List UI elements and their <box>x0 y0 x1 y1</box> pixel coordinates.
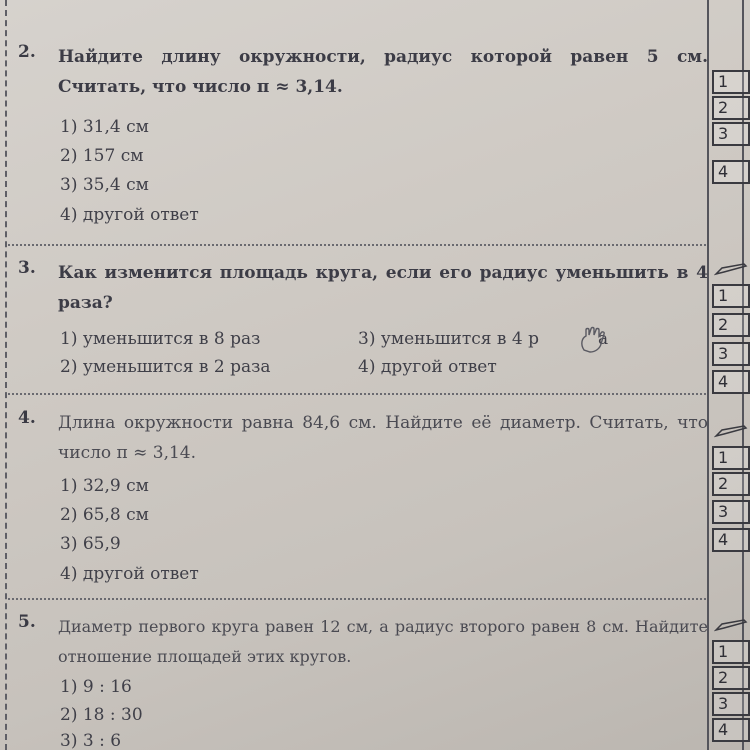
question-5 <box>18 608 708 750</box>
answer-box-2[interactable]: 2 <box>712 96 750 120</box>
question-4 <box>18 404 708 594</box>
answer-option: 4) другой ответ <box>60 564 199 584</box>
answer-option-fragment: а <box>598 329 609 349</box>
answer-box-2[interactable]: 2 <box>712 313 750 337</box>
answer-option: 3) 35,4 см <box>60 175 149 195</box>
question-number: 4. <box>18 408 36 428</box>
answer-option: 2) 65,8 см <box>60 505 149 525</box>
dashed-cut-line <box>5 0 7 750</box>
question-text: Как изменится площадь круга, если его радиус уменьшить в 4 раза? <box>58 263 708 313</box>
question-text: Длина окружности равна 84,6 см. Найдите её диаметр. Считать, что число π ≈ 3,14. <box>58 413 708 463</box>
answer-box-3[interactable]: 3 <box>712 692 750 716</box>
question-text: Найдите длину окружности, радиус которой равен 5 см. Считать, что число π ≈ 3,14. <box>58 47 708 97</box>
answer-box-1[interactable]: 1 <box>712 640 750 664</box>
question-2 <box>18 40 708 240</box>
question-3 <box>18 256 708 386</box>
section-divider <box>8 244 706 246</box>
answer-box-4[interactable]: 4 <box>712 160 750 184</box>
answer-option: 3) 65,9 <box>60 534 121 554</box>
answer-box-2[interactable]: 2 <box>712 666 750 690</box>
answer-option: 1) 32,9 см <box>60 476 149 496</box>
question-text: Диаметр первого круга равен 12 см, а радиус второго равен 8 см. Найдите отношение площадей этих кругов. <box>58 617 708 666</box>
answer-option: 1) уменьшится в 8 раз <box>60 329 261 349</box>
answer-box-1[interactable]: 1 <box>712 446 750 470</box>
section-divider <box>8 598 706 600</box>
answer-box-2[interactable]: 2 <box>712 472 750 496</box>
hand-cursor-icon <box>576 326 610 354</box>
answer-option: 4) другой ответ <box>60 205 199 225</box>
answer-box-1[interactable]: 1 <box>712 70 750 94</box>
answer-box-3[interactable]: 3 <box>712 122 750 146</box>
question-number: 5. <box>18 612 36 632</box>
answer-box-3[interactable]: 3 <box>712 500 750 524</box>
answer-option: 2) уменьшится в 2 раза <box>60 357 271 377</box>
pencil-icon <box>714 618 748 632</box>
answer-option: 1) 31,4 см <box>60 117 149 137</box>
question-number: 3. <box>18 258 36 278</box>
answer-option: 2) 18 : 30 <box>60 705 143 725</box>
answer-box-1[interactable]: 1 <box>712 284 750 308</box>
answer-box-4[interactable]: 4 <box>712 528 750 552</box>
answer-option: 3) уменьшится в 4 р <box>358 329 539 349</box>
section-divider <box>8 393 706 395</box>
answer-option: 1) 9 : 16 <box>60 677 132 697</box>
answer-box-4[interactable]: 4 <box>712 370 750 394</box>
answer-option: 2) 157 см <box>60 146 144 166</box>
answer-box-4[interactable]: 4 <box>712 718 750 742</box>
pencil-icon <box>714 424 748 438</box>
answer-option: 4) другой ответ <box>358 357 497 377</box>
answer-option: 3) 3 : 6 <box>60 731 122 750</box>
question-number: 2. <box>18 42 36 62</box>
pencil-icon <box>714 262 748 276</box>
answer-box-3[interactable]: 3 <box>712 342 750 366</box>
